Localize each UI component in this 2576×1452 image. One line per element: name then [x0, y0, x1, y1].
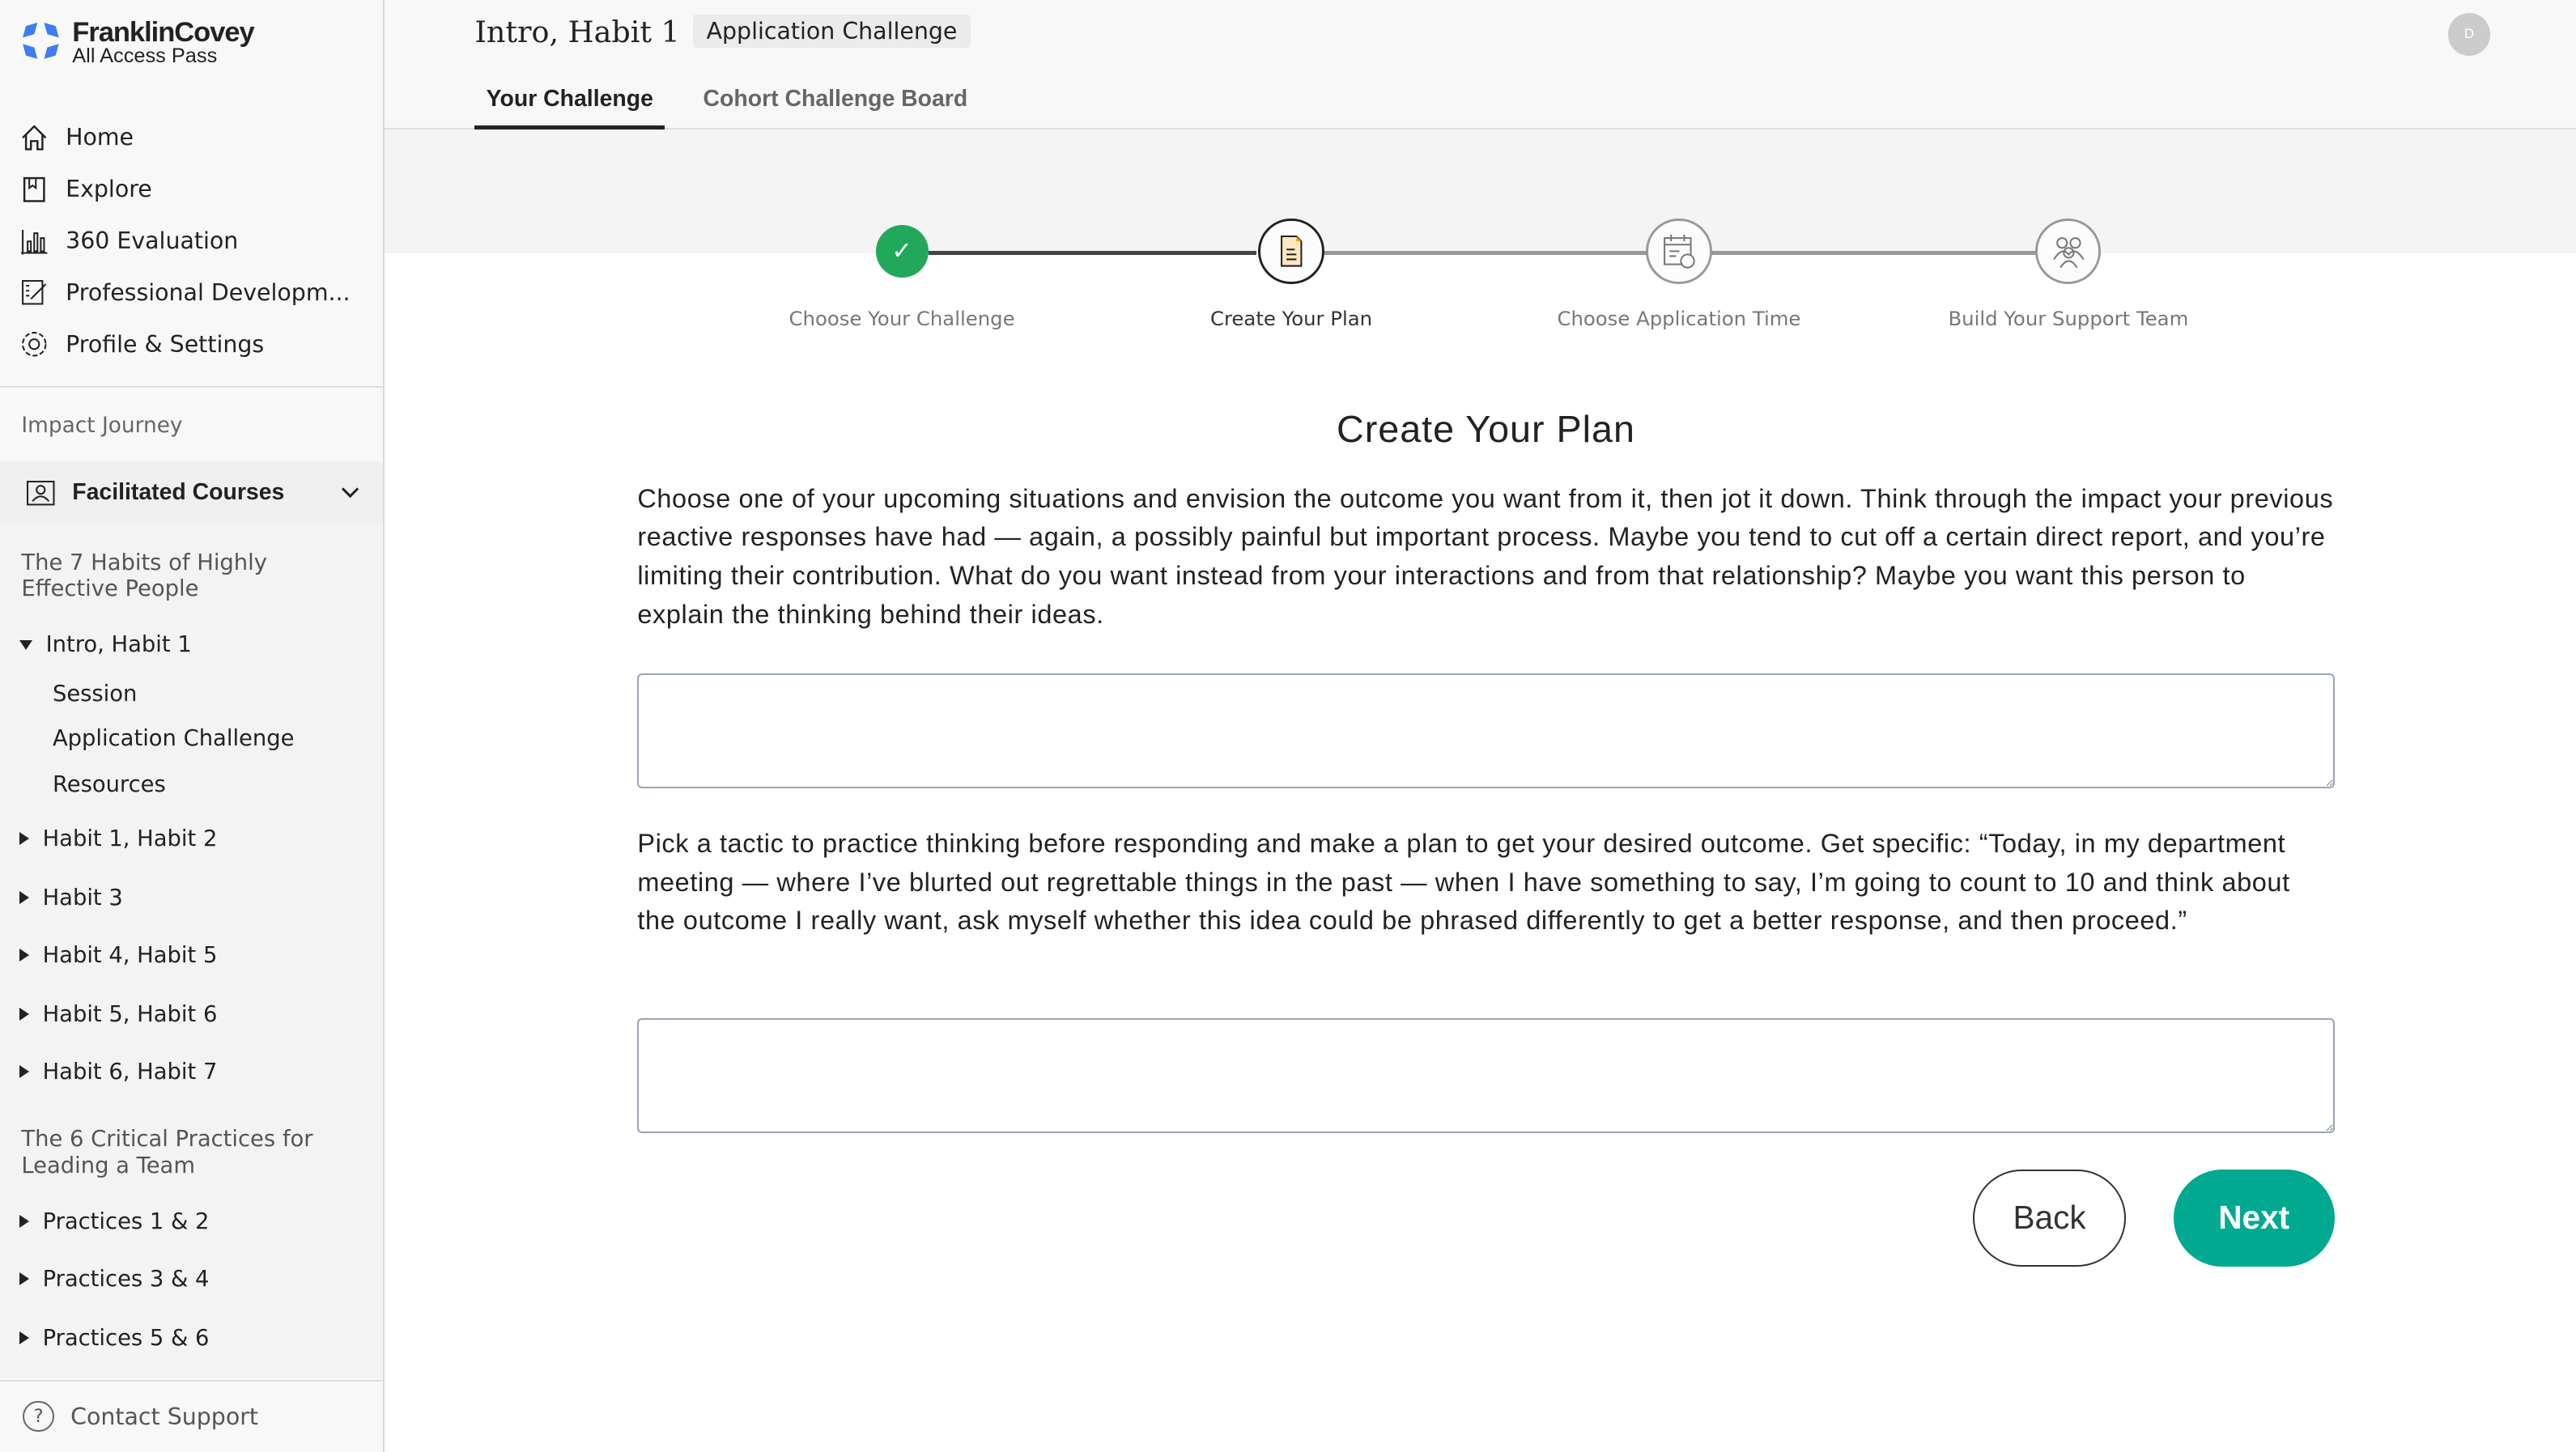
tab-cohort-challenge-board[interactable]: Cohort Challenge Board [703, 85, 968, 112]
tree-item-label: Practices 5 & 6 [42, 1325, 210, 1351]
nav-profile-settings[interactable] [19, 319, 350, 371]
tree-item-label: Habit 1, Habit 2 [42, 826, 218, 851]
instructions-1: Choose one of your upcoming situations and envision the outcome you want from it, then jot it down. Think through the impact your previous reactive responses have had — again, a possibly painful but important process. Maybe you tend to cut off a certain direct report, and you’re limiting their contribution. What do you want instead from your interactions and from that relationship? Maybe you want this person to explain the thinking behind their ideas. [637, 483, 2334, 630]
nav-label: Professional Developm... [66, 279, 351, 307]
facilitated-courses-dropdown[interactable] [0, 461, 383, 524]
step-label: Choose Your Challenge [789, 307, 1015, 331]
nav-professional-development[interactable] [19, 267, 350, 319]
tree-item[interactable] [19, 1002, 217, 1027]
tree-item[interactable] [19, 1059, 217, 1085]
brand-sub: All Access Pass [72, 44, 218, 67]
next-button[interactable]: Next [2174, 1170, 2335, 1267]
calendar-clock-icon [1660, 231, 1699, 271]
tree-sub-resources[interactable]: Resources [52, 771, 166, 797]
section-badge: Application Challenge [693, 15, 970, 48]
gear-icon [19, 329, 49, 359]
step-2-current[interactable] [1258, 219, 1324, 284]
home-icon [19, 123, 49, 153]
contact-support-label: Contact Support [70, 1403, 259, 1430]
course-group-title: The 6 Critical Practices for Leading a Team [21, 1127, 313, 1178]
nav-label: 360 Evaluation [66, 227, 239, 255]
step-1-done[interactable] [876, 225, 929, 278]
tree-sub-application-challenge[interactable]: Application Challenge [52, 725, 295, 751]
caret-right-icon [19, 1331, 29, 1344]
step-label: Create Your Plan [1209, 307, 1373, 331]
chevron-down-icon [342, 480, 359, 497]
nav-home[interactable] [19, 112, 350, 163]
nav-explore[interactable] [19, 163, 350, 215]
step-4[interactable] [2035, 219, 2101, 284]
franklincovey-star-icon [19, 19, 62, 62]
header [385, 0, 2576, 129]
instructions-2: Pick a tactic to practice thinking before responding and make a plan to get your desired outcome. Get specific: “Today, in my department meeting — where I’ve blurted out regrettable things in the past — when I have something to say, I’m going to count to 10 and think about the outcome I really want, ask myself whether this idea could be phrased differently to get a better response, and then proceed.” [637, 828, 2290, 936]
tree-item-label: Habit 3 [42, 885, 123, 911]
tree-item[interactable] [19, 1209, 209, 1234]
tree-item[interactable] [19, 826, 217, 851]
check-icon: ✓ [891, 236, 912, 265]
caret-right-icon [19, 1008, 29, 1021]
tree-item-label: Practices 1 & 2 [42, 1208, 210, 1234]
tab-your-challenge[interactable]: Your Challenge [474, 86, 665, 129]
impact-journey-label: Impact Journey [21, 414, 183, 439]
person-card-icon [26, 480, 56, 506]
back-button[interactable]: Back [1973, 1170, 2126, 1267]
course-group-title: The 7 Habits of Highly Effective People [21, 550, 267, 602]
logo[interactable] [19, 19, 253, 66]
nav-label: Home [66, 124, 134, 151]
book-icon [19, 175, 49, 205]
caret-right-icon [19, 949, 29, 962]
brand-name: FranklinCovey [72, 17, 254, 49]
tactic-textarea[interactable] [637, 1018, 2334, 1133]
nav-label: Profile & Settings [66, 331, 265, 359]
tree-item-label: Habit 6, Habit 7 [42, 1059, 218, 1085]
tree-item[interactable] [19, 885, 122, 911]
tree-item[interactable] [19, 1267, 209, 1292]
document-icon [1278, 235, 1304, 268]
nav-label: Explore [66, 176, 152, 203]
step-label: Choose Application Time [1557, 307, 1801, 331]
step-label: Build Your Support Team [1948, 307, 2189, 331]
section-heading: Create Your Plan [1336, 408, 1635, 451]
divider [0, 386, 383, 388]
caret-right-icon [19, 891, 29, 904]
tree-item-label: Habit 5, Habit 6 [42, 1001, 218, 1027]
course-tree [0, 524, 383, 1378]
stepper-band [385, 129, 2576, 253]
caret-right-icon [19, 832, 29, 845]
tree-item-intro-habit-1[interactable] [19, 632, 191, 657]
sidebar [0, 0, 385, 1452]
page-title: Intro, Habit 1 [474, 15, 680, 50]
outcome-textarea[interactable] [637, 673, 2334, 788]
step-connector [929, 251, 1257, 254]
team-icon [2047, 231, 2090, 271]
divider [0, 1380, 383, 1382]
contact-support-link[interactable] [23, 1401, 258, 1432]
notebook-pen-icon [19, 278, 49, 308]
caret-right-icon [19, 1215, 29, 1228]
facilitated-courses-label: Facilitated Courses [72, 479, 285, 506]
tree-item[interactable] [19, 943, 217, 968]
tree-item-label: Practices 3 & 4 [42, 1266, 210, 1292]
caret-right-icon [19, 1065, 29, 1078]
tree-item-label: Habit 4, Habit 5 [42, 942, 218, 968]
caret-down-icon [19, 640, 32, 650]
help-icon: ? [23, 1401, 53, 1432]
tree-item[interactable] [19, 1326, 209, 1351]
caret-right-icon [19, 1272, 29, 1285]
nav-360[interactable] [19, 215, 350, 267]
tree-item-label: Intro, Habit 1 [45, 632, 192, 658]
avatar[interactable]: D [2448, 13, 2491, 56]
step-3[interactable] [1646, 219, 1711, 284]
bar-chart-icon [19, 227, 49, 257]
tree-sub-session[interactable]: Session [52, 681, 138, 707]
